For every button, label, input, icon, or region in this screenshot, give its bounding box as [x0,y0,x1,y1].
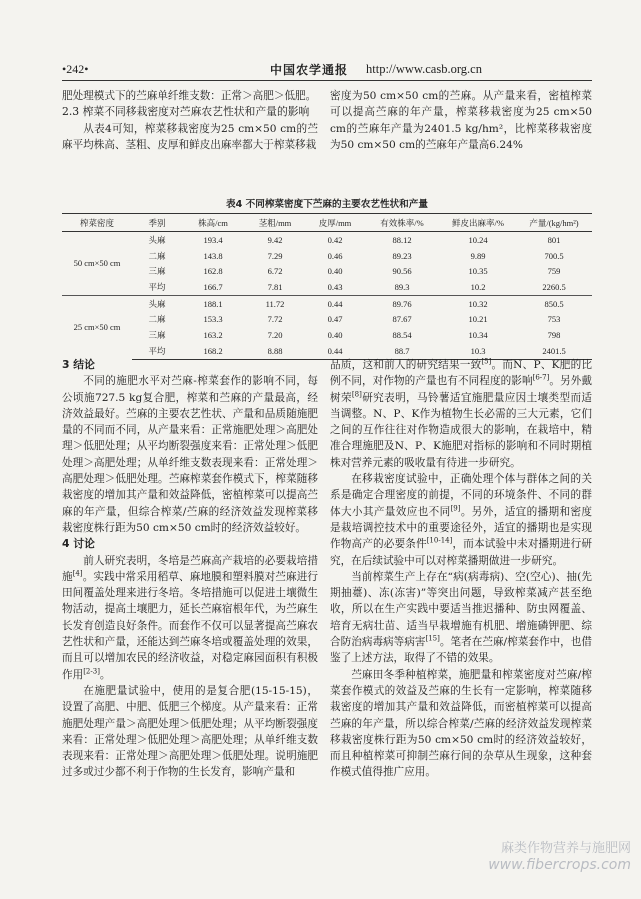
table-row [62,248,592,264]
table-row [62,279,592,295]
discussion-paragraph-2: 在施肥量试验中，使用的是复合肥(15-15-15)，设置了高肥、中肥、低肥三个梯度。从产量来看：正常施肥处理产量＞高肥处理＞低肥处理；从平均断裂强度来看：正常处理＞低肥处理＞高肥处理；从单纤维支数表现来看：正常处理＞高肥处理＞低肥处理。说明施肥过多或过少都不利于作物的生长发育，影响产量和 [62,684,318,779]
text-span: 。笔者在苎麻/榨菜套作中，也借鉴了上述方法，取得了不错的效果。 [330,636,592,665]
table-cell: 162.8 [203,266,223,277]
table-cell: 10.2 [470,281,486,292]
watermark-url: www.fibercrops.com [488,857,631,873]
table-cell: 0.46 [327,250,343,261]
table-cell: 10.34 [468,329,488,340]
discussion-paragraph-1 [62,553,318,683]
col-yield: 产量/(kg/hm²) [516,214,592,232]
watermark [488,841,631,873]
table-cell: 700.5 [544,250,564,261]
table-cell: 平均 [148,281,166,292]
table-row [62,327,592,343]
table-cell: 二麻 [148,250,166,261]
table-cell: 10.21 [468,314,488,325]
top-right-column [330,88,592,153]
table-row [62,232,592,248]
top-right-paragraph: 密度为50 cm×50 cm的苎麻。从产量来看，密植榨菜可以提高苎麻的年产量，榨菜移栽密度为25 cm×50 cm的苎麻年产量为2401.5 kg/hm²，比榨菜移栽密度为50 cm×50 cm的苎麻年产量高6.24% [330,90,592,151]
table-cell: 0.47 [327,314,343,325]
density-cell: 50 cm×50 cm [73,258,121,269]
table-cell: 7.72 [267,314,283,325]
table-cell: 头麻 [132,295,182,311]
text-span: 。实践中常采用稻草、麻地膜和塑料膜对苎麻进行田间覆盖处理来进行冬培。冬培措施可以促进土壤微生物活动，提高土壤肥力，延长苎麻宿根年代，为苎麻生长发育创造良好条件。而套作不仅可以显著提高苎麻农艺性状和产量，还能达到苎麻冬培或覆盖处理的效果，而且可以增加农民的经济收益，对稳定麻园面积有积极作用 [62,570,319,681]
top-left-line1: 肥处理模式下的苎麻单纤维支数：正常＞高肥＞低肥。 [62,90,317,102]
table-cell: 0.43 [327,281,343,292]
page-number: •242• [62,62,89,76]
table-cell: 0.40 [327,329,343,340]
table-cell: 2401.5 [516,343,592,359]
citation: [10-14] [426,536,453,545]
right-paragraph-3 [330,569,592,667]
table-cell: 153.3 [203,314,223,325]
table-cell: 0.44 [306,295,364,311]
table-cell: 798 [547,329,561,340]
citation: [5] [481,357,492,366]
text-span: 前人研究表明，冬培是苎麻高产栽培的必要栽培措施 [62,554,318,583]
table-cell: 平均 [132,343,182,359]
table-cell: 11.72 [244,295,306,311]
table-cell: 88.12 [392,234,412,245]
citation: [4] [72,569,83,578]
table-cell: 88.7 [364,343,440,359]
table-row [62,295,592,311]
text-span: 。另外戴树荣 [330,375,592,404]
right-paragraph-4: 苎麻田冬季种植榨菜，施肥量和榨菜密度对苎麻/榨菜套作模式的效益及苎麻的生长有一定影响，榨菜随移栽密度的增加其产量和效益降低，而密植榨菜可以提高苎麻的年产量，所以综合榨菜/苎麻的经济效益发现榨菜移栽密度株行距为50 cm×50 cm时的经济效益较好，而且种植榨菜可抑制苎麻行间的杂草从生现象，这种套作模式值得推广应用。 [330,668,592,779]
citation: [9] [450,504,461,513]
table-cell: 10.35 [468,266,488,277]
citation: [2-3] [83,667,100,676]
journal-title: 中国农学通报 [270,63,349,77]
table-cell: 850.5 [516,295,592,311]
bottom-left-column [62,357,318,781]
table-header-row [62,214,592,232]
table-caption: 表4 不同榨菜密度下苎麻的主要农艺性状和产量 [226,199,428,210]
table-cell: 168.2 [182,343,244,359]
citation: [8] [351,390,362,399]
right-paragraph-2 [330,471,592,569]
table-cell: 三麻 [148,266,166,277]
table-cell: 头麻 [148,234,166,245]
table-cell: 90.56 [392,266,412,277]
text-span: 。 [99,668,111,681]
subsection-2-3-heading: 2.3 榨菜不同移栽密度对苎麻农艺性状和产量的影响 [62,105,310,119]
table-cell: 0.44 [306,343,364,359]
table-cell: 0.40 [327,266,343,277]
watermark-title: 麻类作物营养与施肥网 [500,841,631,856]
col-density: 榨菜密度 [62,214,132,232]
text-span: 品质，这和前人的研究结果一致 [330,359,482,371]
density-cell: 25 cm×50 cm [62,295,132,359]
text-span: ，而本试验中未对播期进行研究，在后续试验中可以对榨菜播期做进一步研究。 [330,538,593,567]
table-cell: 7.29 [267,250,283,261]
conclusion-heading: 3 结论 [62,358,95,371]
text-span: 。另外，适宜的播期和密度是栽培调控技术中的重要途径外，适宜的播期也是实现作物高产的必要条件 [330,505,593,551]
table-cell: 二麻 [148,314,166,325]
table-cell: 89.23 [392,250,412,261]
table-cell: 89.76 [364,295,440,311]
page-header [62,60,592,78]
table-cell: 10.24 [468,234,488,245]
header-rule [62,80,592,81]
col-bark: 皮厚/mm [306,214,364,232]
col-fiber-rate: 鲜皮出麻率/% [440,214,516,232]
discussion-heading: 4 讨论 [62,537,95,551]
col-effective: 有效株率/% [364,214,440,232]
conclusion-paragraph: 不同的施肥水平对苎麻-榨菜套作的影响不同，每公顷施727.5 kg复合肥，榨菜和苎麻的产量最高，经济效益最好。苎麻的主要农艺性状、产量和品质随施肥量的不同而不同，从产量来看：正常施肥处理＞高肥处理＞低肥处理；从平均断裂强度来看：正常处理＞低肥处理＞高肥处理；从单纤维支数表现来看：正常处理＞高肥处理＞低肥处理。苎麻榨菜套作模式下，榨菜随移栽密度的增加其产量和效益降低，密植榨菜可以提高苎麻的年产量，但综合榨菜/苎麻的经济效益发现榨菜移栽密度株行距为50 cm×50 cm时的经济效益较好。 [62,375,318,534]
top-left-paragraph: 从表4可知，榨菜移栽密度为25 cm×50 cm的苎麻平均株高、茎粗、皮厚和鲜皮出麻率都大于榨菜移栽 [62,122,318,151]
table-cell: 0.42 [327,234,343,245]
table-cell: 88.54 [392,329,412,340]
table-cell: 759 [547,266,561,277]
table-cell: 166.7 [203,281,223,292]
right-paragraph-1 [330,357,592,471]
table-cell: 89.3 [394,281,410,292]
table-cell: 8.88 [244,343,306,359]
table-cell: 7.20 [267,329,283,340]
table-cell: 801 [547,234,561,245]
text-span: 研究表明，马铃薯适宜施肥量应因土壤类型而适当调整。N、P、K作为植物生长必需的三大元素，它们之间的互作往往对作物造成很大的影响，在栽培中，精准合理施肥及N、P、K施肥对指标的影响和不同时期植株对营养元素的吸收量有待进一步研究。 [330,391,593,469]
citation: [6-7] [532,373,550,382]
bottom-right-column [330,357,592,781]
journal-url[interactable]: http://www.casb.org.cn [366,62,482,76]
table-cell: 10.32 [440,295,516,311]
table-cell: 87.67 [392,314,412,325]
table-cell: 三麻 [148,329,166,340]
table-row [62,311,592,327]
table-cell: 7.81 [267,281,283,292]
table-row [62,263,592,279]
text-span: 在移栽密度试验中，正确处理个体与群体之间的关系是确定合理密度的前提，不同的环境条件、不同的群体大小其产量效应也不同 [330,473,592,518]
table-cell: 143.8 [203,250,223,261]
table-cell: 10.3 [440,343,516,359]
col-height: 株高/cm [182,214,244,232]
text-span: 。而N、P、K肥的比例不同，对作物的产量也有不同程度的影响 [330,359,593,388]
table-4 [62,213,592,360]
table-cell: 753 [547,314,561,325]
table-cell: 188.1 [182,295,244,311]
col-stem: 茎粗/mm [244,214,306,232]
table-cell: 193.4 [203,234,223,245]
table-cell: 9.42 [267,234,283,245]
citation: [15] [425,634,440,643]
col-season: 季别 [132,214,182,232]
table-cell: 163.2 [203,329,223,340]
text-span: 当前榨菜生产上存在“病(病毒病)、空(空心)、抽(先期抽薹)、冻(冻害)”等突出问题，导致榨菜减产甚至绝收，所以在生产实践中要适当推迟播种、防虫网覆盖、培育无病壮苗、适当早栽增施有机肥、增施磷钾肥、综合防治病毒病等病害 [330,570,592,649]
top-left-column [62,88,318,153]
table-cell: 9.89 [470,250,486,261]
table-cell: 6.72 [267,266,283,277]
table-cell: 2260.5 [542,281,566,292]
